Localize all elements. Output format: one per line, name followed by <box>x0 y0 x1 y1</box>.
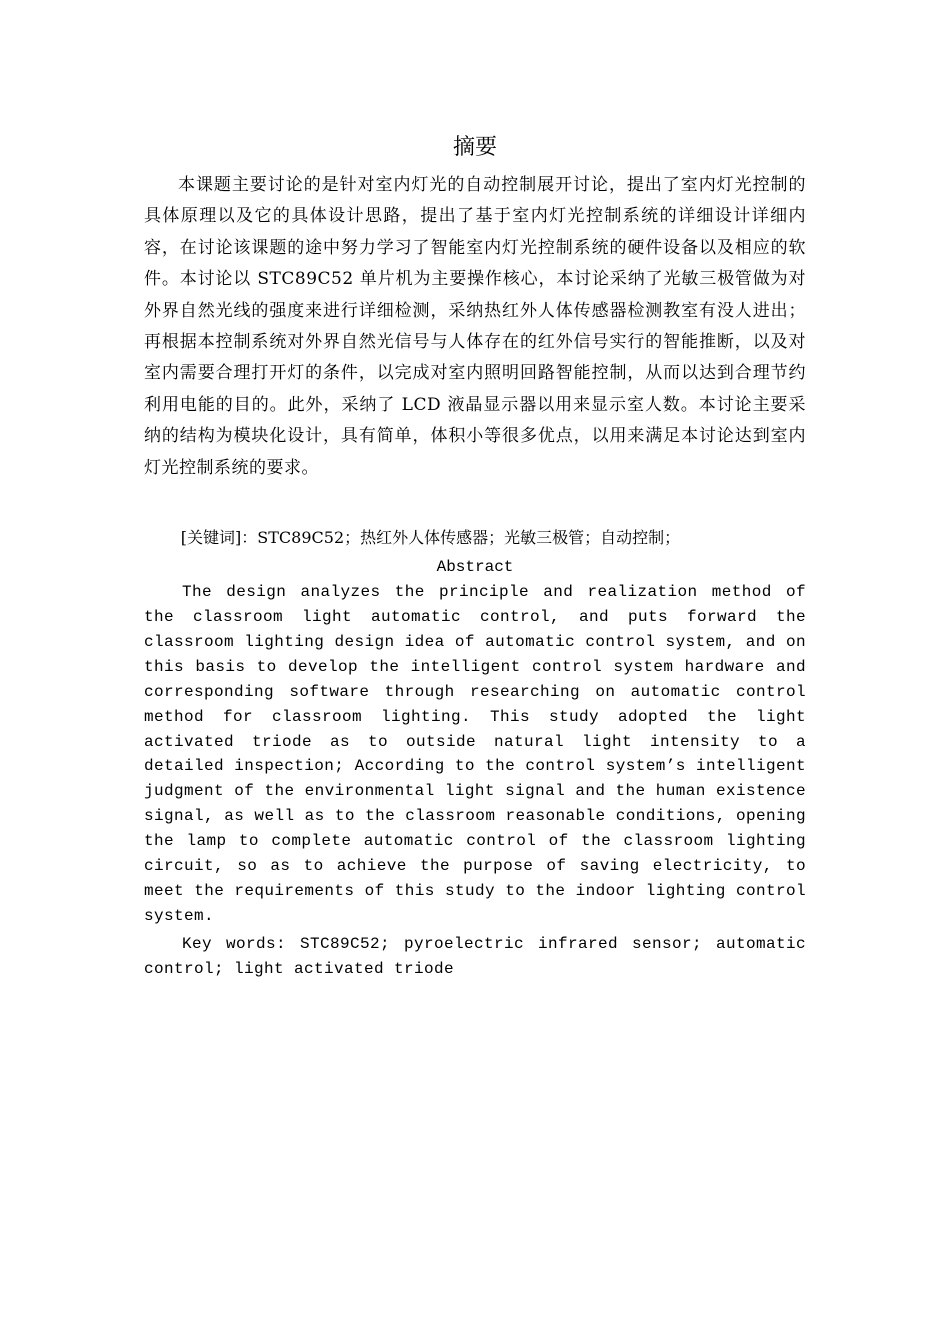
chinese-keywords: [关键词]：STC89C52；热红外人体传感器；光敏三极管；自动控制； <box>180 528 681 548</box>
chinese-abstract-body: 本课题主要讨论的是针对室内灯光的自动控制展开讨论，提出了室内灯光控制的具体原理以及它的具体设计思路，提出了基于室内灯光控制系统的详细设计详细内容，在讨论该课题的途中努力学习了智能室内灯光控制系统的硬件设备以及相应的软件。本讨论以 STC89C52 单片机为主要操作核心，本讨论采纳了光敏三极管做为对外界自然光线的强度来进行详细检测，采纳热红外人体传感器检测教室有没人进出；再根据本控制系统对外界自然光信号与人体存在的红外信号实行的智能推断，以及对室内需要合理打开灯的条件，以完成对室内照明回路智能控制，从而以达到合理节约利用电能的目的。此外，采纳了 LCD 液晶显示器以用来显示室人数。本讨论主要采纳的结构为模块化设计，具有简单，体积小等很多优点，以用来满足本讨论达到室内灯光控制系统的要求。 <box>144 175 806 478</box>
english-keywords: Key words: STC89C52; pyroelectric infrared sensor; automatic control; light activated triode <box>144 934 806 978</box>
english-abstract-title: Abstract <box>436 558 514 577</box>
abstract-content <box>144 128 806 982</box>
english-abstract-body: The design analyzes the principle and realization method of the classroom light automatic control, and puts forward the classroom lighting design idea of automatic control system, and on this basis to develop the intelligent control system hardware and corresponding software through researching on automatic control method for classroom lighting. This study adopted the light activated triode as to outside natural light intensity to a detailed inspection; According to the control system’s intelligent judgment of the environmental light signal and the human existence signal, as well as to the classroom reasonable conditions, opening the lamp to complete automatic control of the classroom lighting circuit, so as to achieve the purpose of saving electricity, to meet the requirements of this study to the indoor lighting control system. <box>144 583 806 925</box>
chinese-abstract-title: 摘要 <box>452 135 497 160</box>
